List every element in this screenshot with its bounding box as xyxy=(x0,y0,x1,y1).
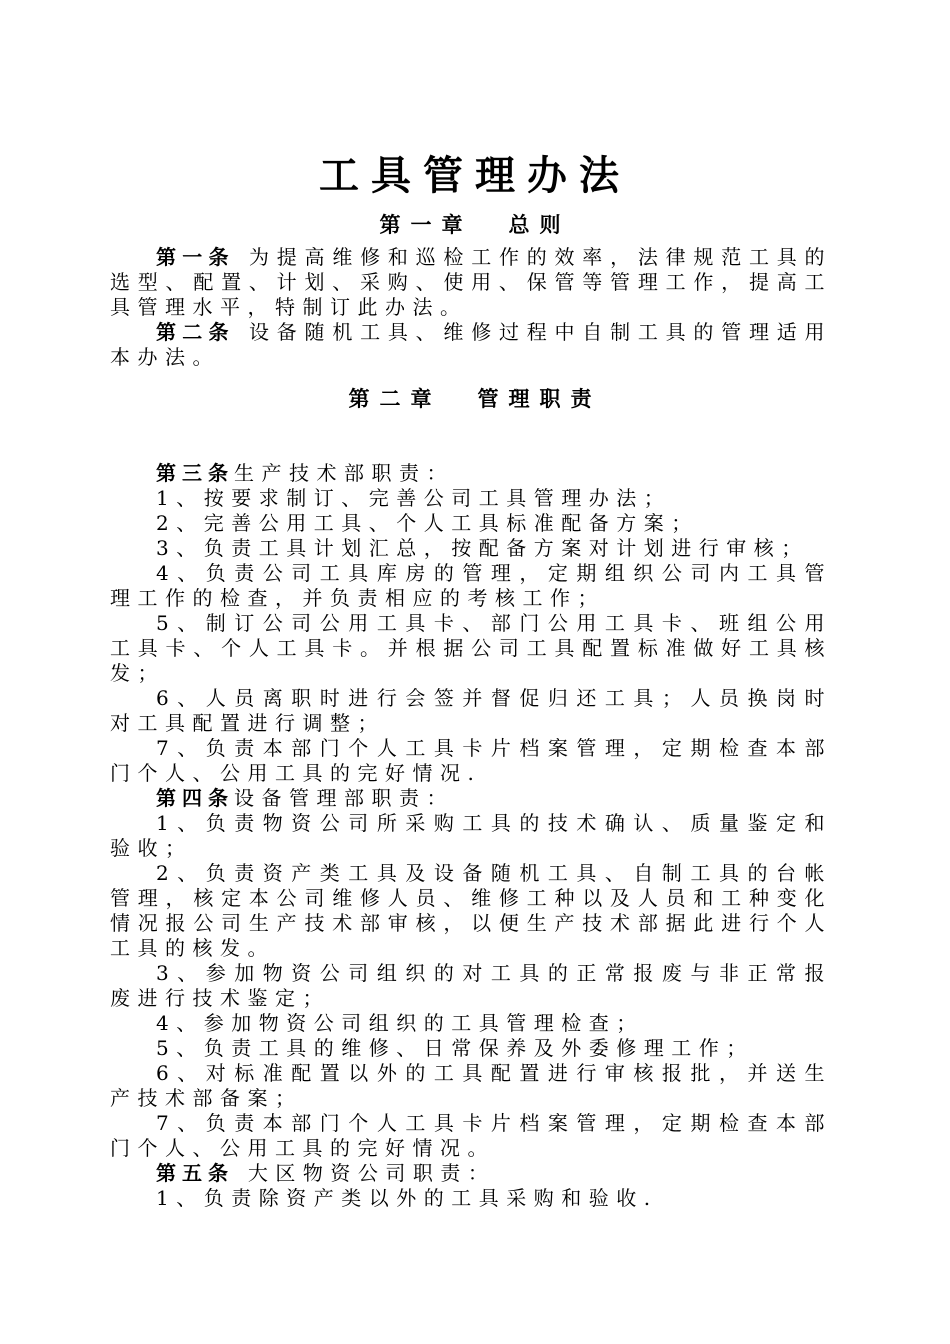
chapter-2-label: 第二章 xyxy=(348,387,442,411)
article-3 xyxy=(110,461,832,486)
article-3-item-2: 2、完善公用工具、个人工具标准配备方案； xyxy=(156,511,699,535)
article-4-item-6: 6、对标准配置以外的工具配置进行审核报批，并送生产技术部备案； xyxy=(110,1061,832,1110)
article-3-item-4: 4、负责公司工具库房的管理，定期组织公司内工具管理工作的检查，并负责相应的考核工作； xyxy=(110,561,832,610)
article-3-item-3: 3、负责工具计划汇总，按配备方案对计划进行审核； xyxy=(156,536,809,560)
chapter-1-label: 第一章 xyxy=(379,213,473,237)
article-4-intro: 设备管理部职责： xyxy=(234,786,454,810)
article-4-item-7: 7、负责本部门个人工具卡片档案管理，定期检查本部门个人、公用工具的完好情况。 xyxy=(110,1111,832,1160)
article-4-item-1: 1、负责物资公司所采购工具的技术确认、质量鉴定和验收； xyxy=(110,811,832,860)
article-2-label: 第二条 xyxy=(156,320,235,344)
article-4-item-2: 2、负责资产类工具及设备随机工具、自制工具的台帐管理，核定本公司维修人员、维修工种以及人员和工种变化情况报公司生产技术部审核，以便生产技术部据此进行个人工具的核发。 xyxy=(110,861,832,960)
article-4-label: 第四条 xyxy=(156,786,234,810)
article-3-item-5: 5、制订公司公用工具卡、部门公用工具卡、班组公用工具卡、个人工具卡。并根据公司工具配置标准做好工具核发； xyxy=(110,611,832,685)
article-3-intro: 生产技术部职责： xyxy=(234,461,454,485)
article-4 xyxy=(110,786,832,811)
article-5-label: 第五条 xyxy=(156,1161,234,1185)
chapter-2-heading xyxy=(0,386,950,412)
article-5-item-1: 1、负责除资产类以外的工具采购和验收. xyxy=(156,1186,658,1210)
article-1-label: 第一条 xyxy=(156,245,235,269)
article-4-item-4: 4、参加物资公司组织的工具管理检查； xyxy=(156,1011,644,1035)
article-3-item-1: 1、按要求制订、完善公司工具管理办法； xyxy=(156,486,672,510)
document-title: 工具管理办法 xyxy=(319,153,631,199)
article-3-label: 第三条 xyxy=(156,461,234,485)
article-3-item-7: 7、负责本部门个人工具卡片档案管理，定期检查本部门个人、公用工具的完好情况. xyxy=(110,736,832,785)
article-4-item-3: 3、参加物资公司组织的对工具的正常报废与非正常报废进行技术鉴定； xyxy=(110,961,832,1010)
article-2 xyxy=(110,320,832,370)
chapter-1-name: 总则 xyxy=(508,213,571,237)
article-5-intro: 大区物资公司职责： xyxy=(247,1161,496,1185)
chapter-1-heading xyxy=(0,212,950,238)
article-5 xyxy=(110,1161,832,1186)
article-1-text: 为提高维修和巡检工作的效率，法律规范工具的选型、配置、计划、采购、使用、保管等管理工作，提高工具管理水平，特制订此办法。 xyxy=(110,245,833,319)
chapter-2-name: 管理职责 xyxy=(477,387,602,411)
article-2-text: 设备随机工具、维修过程中自制工具的管理适用本办法。 xyxy=(110,320,833,369)
article-1 xyxy=(110,245,832,320)
article-4-item-5: 5、负责工具的维修、日常保养及外委修理工作； xyxy=(156,1036,754,1060)
article-3-item-6: 6、人员离职时进行会签并督促归还工具；人员换岗时对工具配置进行调整； xyxy=(110,686,832,735)
